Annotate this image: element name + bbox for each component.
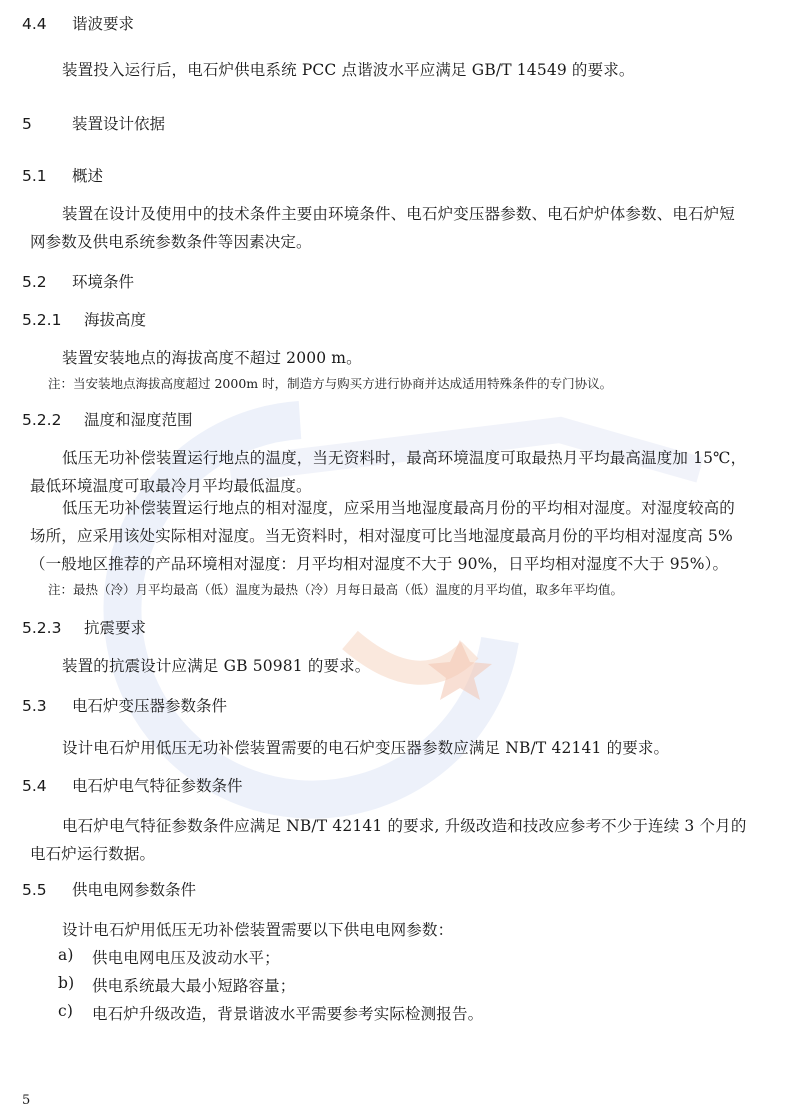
paragraph-line: 设计电石炉用低压无功补偿装置需要的电石炉变压器参数应满足 NB/T 42141 的要求。 <box>62 739 670 757</box>
section-number: 5.2.3 <box>22 619 62 637</box>
section-title: 环境条件 <box>72 273 135 291</box>
section-number: 5.2 <box>22 273 47 291</box>
list-item-label: b) <box>58 974 75 992</box>
section-number: 5.2.2 <box>22 411 62 429</box>
paragraph-line: 网参数及供电系统参数条件等因素决定。 <box>30 233 312 251</box>
paragraph-line: 装置在设计及使用中的技术条件主要由环境条件、电石炉变压器参数、电石炉炉体参数、电石炉短 <box>62 205 735 223</box>
section-title: 供电电网参数条件 <box>72 881 197 899</box>
section-title: 装置设计依据 <box>72 115 166 133</box>
section-title: 概述 <box>72 167 104 185</box>
section-number: 5.3 <box>22 697 47 715</box>
list-item-text: 供电系统最大最小短路容量； <box>92 977 296 995</box>
section-number: 5.2.1 <box>22 311 62 329</box>
paragraph-line: 低压无功补偿装置运行地点的温度，当无资料时，最高环境温度可取最热月平均最高温度加 15℃， <box>62 449 747 467</box>
list-item-text: 供电电网电压及波动水平； <box>92 949 280 967</box>
note-text: 注：最热（冷）月平均最高（低）温度为最热（冷）月每日最高（低）温度的月平均值，取多年平均值。 <box>48 582 624 597</box>
section-title: 海拔高度 <box>84 311 147 329</box>
paragraph-line: 电石炉电气特征参数条件应满足 NB/T 42141 的要求, 升级改造和技改应参考不少于连续 3 个月的 <box>62 817 747 835</box>
section-number: 5.1 <box>22 167 47 185</box>
paragraph-line: 装置的抗震设计应满足 GB 50981 的要求。 <box>62 657 371 675</box>
paragraph-line: 装置安装地点的海拔高度不超过 2000 m。 <box>62 349 362 367</box>
list-item-label: c) <box>58 1002 74 1020</box>
section-heading-h55 <box>22 878 196 900</box>
paragraph-line: 场所，应采用该处实际相对湿度。当无资料时，相对湿度可比当地湿度最高月份的平均相对湿度高 5% <box>30 527 733 545</box>
section-heading-h51 <box>22 164 103 186</box>
paragraph-line: 设计电石炉用低压无功补偿装置需要以下供电电网参数： <box>62 921 454 939</box>
section-heading-h5 <box>22 112 165 134</box>
list-item-label: a) <box>58 946 74 964</box>
section-title: 谐波要求 <box>72 15 135 33</box>
section-title: 电石炉变压器参数条件 <box>72 697 228 715</box>
section-number: 5.4 <box>22 777 47 795</box>
paragraph-line: 装置投入运行后，电石炉供电系统 PCC 点谐波水平应满足 GB/T 14549 的要求。 <box>62 61 635 79</box>
section-number: 4.4 <box>22 15 47 33</box>
paragraph-line: 最低环境温度可取最冷月平均最低温度。 <box>30 477 312 495</box>
paragraph-line: （一般地区推荐的产品环境相对湿度：月平均相对湿度不大于 90%，日平均相对湿度不大于 95%）。 <box>30 555 729 573</box>
section-title: 抗震要求 <box>84 619 147 637</box>
paragraph-line: 电石炉运行数据。 <box>30 845 156 863</box>
section-heading-h523 <box>22 616 146 638</box>
section-heading-h44 <box>22 12 134 34</box>
section-number: 5 <box>22 115 32 133</box>
section-heading-h52 <box>22 270 134 292</box>
section-title: 电石炉电气特征参数条件 <box>72 777 243 795</box>
section-heading-h521 <box>22 308 146 330</box>
section-title: 温度和湿度范围 <box>84 411 193 429</box>
note-text: 注：当安装地点海拔高度超过 2000m 时，制造方与购买方进行协商并达成适用特殊条件的专门协议。 <box>48 376 613 391</box>
list-item-text: 电石炉升级改造，背景谐波水平需要参考实际检测报告。 <box>92 1005 484 1023</box>
section-heading-h54 <box>22 774 243 796</box>
section-number: 5.5 <box>22 881 47 899</box>
section-heading-h522 <box>22 408 193 430</box>
section-heading-h53 <box>22 694 227 716</box>
paragraph-line: 低压无功补偿装置运行地点的相对湿度，应采用当地湿度最高月份的平均相对湿度。对湿度较高的 <box>62 499 735 517</box>
page-number: 5 <box>22 1093 31 1108</box>
